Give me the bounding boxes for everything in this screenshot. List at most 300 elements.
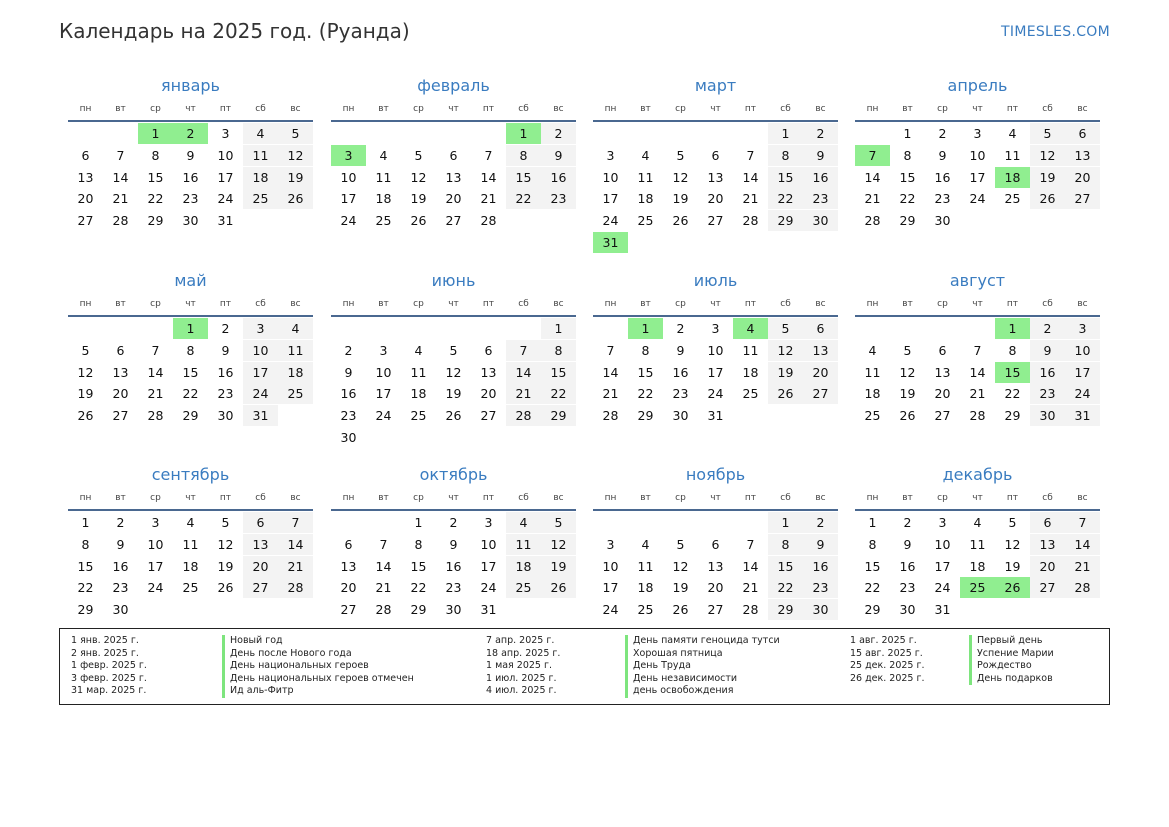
- weekday-label: вс: [815, 104, 826, 114]
- day-cell: 18: [506, 556, 541, 577]
- day-cell: 13: [1065, 145, 1100, 166]
- day-cell: 2: [541, 123, 576, 144]
- day-cell: 4: [973, 515, 982, 530]
- legend-dates-column: [71, 635, 147, 698]
- day-cell: 8: [1008, 342, 1017, 358]
- day-cell: 3: [221, 126, 230, 141]
- day-cell: 22: [147, 191, 164, 207]
- legend-names-column: [222, 635, 414, 698]
- day-cell: 9: [116, 536, 125, 552]
- day-cell: 4: [379, 147, 388, 163]
- day-cell: 9: [221, 342, 230, 358]
- legend-date: 1 июл. 2025 г.: [486, 672, 557, 684]
- day-cell: 11: [243, 145, 278, 166]
- holiday-day-cell: 4: [733, 318, 768, 339]
- day-cell: 5: [1030, 123, 1065, 144]
- day-cell: 9: [344, 364, 353, 380]
- day-cell: 23: [217, 386, 234, 402]
- month-divider: [68, 509, 313, 511]
- weekday-label: чт: [972, 299, 983, 309]
- day-cell: 21: [375, 580, 392, 596]
- day-cell: 23: [803, 188, 838, 209]
- day-cell: 18: [278, 362, 313, 383]
- day-cell: 2: [903, 515, 912, 530]
- day-cell: 9: [903, 536, 912, 552]
- legend-holiday-name: День после Нового года: [222, 648, 414, 661]
- day-cell: 14: [480, 169, 497, 185]
- day-cell: 4: [868, 342, 877, 358]
- day-cell: 18: [969, 558, 986, 574]
- weekday-label: вс: [553, 104, 564, 114]
- weekday-label: ср: [937, 493, 948, 503]
- day-cell: 22: [899, 191, 916, 207]
- day-cell: 22: [541, 383, 576, 404]
- day-cell: 22: [506, 188, 541, 209]
- day-cell: 4: [243, 123, 278, 144]
- legend-holiday-name: День национальных героев: [222, 660, 414, 673]
- day-cell: 15: [899, 169, 916, 185]
- weekday-label: сб: [518, 493, 529, 503]
- month-name: ноябрь: [685, 465, 746, 484]
- day-cell: 1: [768, 123, 803, 144]
- day-cell: 25: [243, 188, 278, 209]
- day-cell: 23: [934, 191, 951, 207]
- month-divider: [331, 120, 576, 122]
- day-cell: 2: [803, 512, 838, 533]
- day-cell: 14: [375, 558, 392, 574]
- legend-date: 18 апр. 2025 г.: [486, 647, 561, 659]
- holiday-day-cell: 26: [995, 577, 1030, 598]
- day-cell: 8: [81, 536, 90, 552]
- day-cell: 7: [484, 147, 493, 163]
- day-cell: 13: [480, 364, 497, 380]
- day-cell: 19: [899, 386, 916, 402]
- day-cell: 24: [375, 408, 392, 424]
- day-cell: 13: [243, 534, 278, 555]
- day-cell: 8: [641, 342, 650, 358]
- day-cell: 17: [340, 191, 357, 207]
- day-cell: 15: [637, 364, 654, 380]
- holiday-day-cell: 1: [173, 318, 208, 339]
- day-cell: 10: [340, 169, 357, 185]
- day-cell: 13: [445, 169, 462, 185]
- day-cell: 26: [445, 408, 462, 424]
- day-cell: 10: [969, 147, 986, 163]
- weekday-label: пт: [219, 299, 232, 309]
- weekday-label: вс: [1077, 299, 1088, 309]
- day-cell: 5: [676, 536, 685, 552]
- day-cell: 7: [151, 342, 160, 358]
- day-cell: 17: [969, 169, 986, 185]
- day-cell: 5: [1008, 515, 1017, 530]
- day-cell: 29: [864, 602, 881, 618]
- day-cell: 5: [449, 342, 458, 358]
- day-cell: 27: [934, 408, 951, 424]
- month-name: октябрь: [419, 465, 488, 484]
- day-cell: 24: [1065, 383, 1100, 404]
- day-cell: 19: [278, 167, 313, 188]
- weekday-label: ср: [675, 104, 686, 114]
- day-cell: 3: [606, 147, 615, 163]
- day-cell: 7: [116, 147, 125, 163]
- day-cell: 28: [742, 213, 759, 229]
- day-cell: 18: [243, 167, 278, 188]
- month-divider: [593, 509, 838, 511]
- day-cell: 27: [1030, 577, 1065, 598]
- weekday-label: вт: [640, 493, 651, 503]
- day-cell: 24: [969, 191, 986, 207]
- day-cell: 11: [969, 536, 986, 552]
- day-cell: 17: [480, 558, 497, 574]
- day-cell: 14: [112, 169, 129, 185]
- day-cell: 14: [602, 364, 619, 380]
- day-cell: 8: [868, 536, 877, 552]
- day-cell: 28: [1065, 577, 1100, 598]
- legend-date: 25 дек. 2025 г.: [850, 660, 925, 671]
- month-name: июль: [693, 271, 738, 290]
- month-name: декабрь: [942, 465, 1013, 484]
- day-cell: 25: [375, 213, 392, 229]
- weekday-label: сб: [255, 104, 266, 114]
- day-cell: 19: [77, 386, 94, 402]
- day-cell: 12: [768, 340, 803, 361]
- weekday-label: сб: [780, 104, 791, 114]
- day-cell: 10: [934, 536, 951, 552]
- month-divider: [68, 315, 313, 317]
- day-cell: 25: [410, 408, 427, 424]
- day-cell: 2: [938, 126, 947, 141]
- day-cell: 14: [506, 362, 541, 383]
- day-cell: 20: [934, 386, 951, 402]
- weekday-label: вс: [815, 493, 826, 503]
- day-cell: 5: [541, 512, 576, 533]
- day-cell: 9: [676, 342, 685, 358]
- day-cell: 24: [340, 213, 357, 229]
- day-cell: 2: [1030, 318, 1065, 339]
- day-cell: 9: [449, 536, 458, 552]
- day-cell: 12: [672, 558, 689, 574]
- day-cell: 20: [707, 191, 724, 207]
- holiday-day-cell: 2: [173, 123, 208, 144]
- day-cell: 28: [480, 213, 497, 229]
- weekday-label: вт: [115, 493, 126, 503]
- day-cell: 10: [1065, 340, 1100, 361]
- month-name: апрель: [947, 76, 1008, 95]
- month-name: февраль: [417, 76, 490, 95]
- day-cell: 22: [410, 580, 427, 596]
- day-cell: 20: [243, 556, 278, 577]
- weekday-label: вт: [378, 299, 389, 309]
- weekday-label: ср: [150, 299, 161, 309]
- weekday-label: сб: [1042, 299, 1053, 309]
- weekday-label: пт: [744, 104, 757, 114]
- day-cell: 30: [803, 210, 838, 231]
- legend-holiday-name: Рождество: [969, 660, 1054, 673]
- day-cell: 12: [445, 364, 462, 380]
- weekday-label: пт: [744, 493, 757, 503]
- day-cell: 4: [1008, 126, 1017, 141]
- day-cell: 19: [672, 191, 689, 207]
- day-cell: 15: [77, 558, 94, 574]
- day-cell: 18: [742, 364, 759, 380]
- weekday-label: ср: [413, 104, 424, 114]
- month-name: март: [694, 76, 737, 95]
- day-cell: 16: [672, 364, 689, 380]
- month-name: сентябрь: [151, 465, 230, 484]
- day-cell: 14: [742, 558, 759, 574]
- weekday-label: вт: [115, 299, 126, 309]
- day-cell: 2: [449, 515, 458, 530]
- day-cell: 29: [768, 599, 803, 620]
- legend-dates-column: [486, 635, 560, 698]
- legend-dates-column: [850, 635, 925, 685]
- day-cell: 16: [934, 169, 951, 185]
- day-cell: 5: [414, 147, 423, 163]
- day-cell: 15: [410, 558, 427, 574]
- day-cell: 11: [1004, 147, 1021, 163]
- weekday-label: ср: [675, 493, 686, 503]
- weekday-label: вс: [553, 299, 564, 309]
- day-cell: 4: [278, 318, 313, 339]
- day-cell: 12: [77, 364, 94, 380]
- day-cell: 27: [340, 602, 357, 618]
- day-cell: 1: [903, 126, 912, 141]
- day-cell: 9: [1030, 340, 1065, 361]
- day-cell: 24: [480, 580, 497, 596]
- weekday-label: вт: [640, 104, 651, 114]
- weekday-label: сб: [1042, 493, 1053, 503]
- day-cell: 16: [899, 558, 916, 574]
- day-cell: 8: [903, 147, 912, 163]
- legend-holiday-name: День независимости: [625, 673, 780, 686]
- day-cell: 15: [506, 167, 541, 188]
- day-cell: 6: [484, 342, 493, 358]
- day-cell: 13: [1030, 534, 1065, 555]
- day-cell: 31: [243, 405, 278, 426]
- weekday-label: чт: [972, 104, 983, 114]
- day-cell: 13: [934, 364, 951, 380]
- day-cell: 29: [410, 602, 427, 618]
- day-cell: 21: [147, 386, 164, 402]
- month-name: январь: [161, 76, 220, 95]
- day-cell: 17: [602, 191, 619, 207]
- day-cell: 17: [375, 386, 392, 402]
- day-cell: 28: [506, 405, 541, 426]
- day-cell: 16: [803, 167, 838, 188]
- day-cell: 13: [803, 340, 838, 361]
- brand-link[interactable]: TIMESLES.COM: [1001, 24, 1110, 40]
- weekday-label: вс: [290, 299, 301, 309]
- weekday-label: пн: [79, 104, 92, 114]
- month-name: июнь: [431, 271, 476, 290]
- day-cell: 25: [506, 577, 541, 598]
- day-cell: 10: [602, 169, 619, 185]
- day-cell: 29: [147, 213, 164, 229]
- weekday-label: вс: [553, 493, 564, 503]
- legend-holiday-name: Хорошая пятница: [625, 648, 780, 661]
- day-cell: 7: [746, 147, 755, 163]
- day-cell: 29: [1004, 408, 1021, 424]
- day-cell: 6: [243, 512, 278, 533]
- weekday-label: сб: [518, 299, 529, 309]
- day-cell: 19: [1030, 167, 1065, 188]
- day-cell: 29: [541, 405, 576, 426]
- day-cell: 10: [707, 342, 724, 358]
- month-divider: [68, 120, 313, 122]
- day-cell: 27: [243, 577, 278, 598]
- day-cell: 21: [864, 191, 881, 207]
- day-cell: 30: [934, 213, 951, 229]
- day-cell: 18: [410, 386, 427, 402]
- weekday-label: пт: [744, 299, 757, 309]
- weekday-label: чт: [972, 493, 983, 503]
- day-cell: 10: [243, 340, 278, 361]
- day-cell: 19: [445, 386, 462, 402]
- day-cell: 3: [243, 318, 278, 339]
- day-cell: 26: [672, 602, 689, 618]
- day-cell: 16: [182, 169, 199, 185]
- holiday-day-cell: 31: [593, 232, 628, 253]
- day-cell: 10: [217, 147, 234, 163]
- day-cell: 3: [711, 321, 720, 336]
- day-cell: 2: [221, 321, 230, 336]
- weekday-label: вс: [815, 299, 826, 309]
- day-cell: 10: [375, 364, 392, 380]
- day-cell: 10: [602, 558, 619, 574]
- day-cell: 15: [768, 556, 803, 577]
- day-cell: 25: [637, 213, 654, 229]
- day-cell: 27: [480, 408, 497, 424]
- day-cell: 29: [77, 602, 94, 618]
- day-cell: 16: [1030, 362, 1065, 383]
- weekday-label: сб: [255, 299, 266, 309]
- day-cell: 30: [340, 430, 357, 445]
- day-cell: 15: [182, 364, 199, 380]
- weekday-label: пн: [79, 299, 92, 309]
- day-cell: 26: [278, 188, 313, 209]
- day-cell: 12: [1030, 145, 1065, 166]
- day-cell: 13: [112, 364, 129, 380]
- day-cell: 18: [637, 580, 654, 596]
- day-cell: 10: [480, 536, 497, 552]
- day-cell: 22: [864, 580, 881, 596]
- day-cell: 22: [768, 577, 803, 598]
- day-cell: 21: [969, 386, 986, 402]
- weekday-label: пн: [604, 299, 617, 309]
- day-cell: 12: [541, 534, 576, 555]
- day-cell: 28: [969, 408, 986, 424]
- day-cell: 3: [379, 342, 388, 358]
- weekday-label: пн: [604, 493, 617, 503]
- day-cell: 8: [414, 536, 423, 552]
- holiday-day-cell: 1: [138, 123, 173, 144]
- legend-date: 7 апр. 2025 г.: [486, 635, 555, 646]
- day-cell: 2: [676, 321, 685, 336]
- day-cell: 28: [602, 408, 619, 424]
- weekday-label: пн: [342, 104, 355, 114]
- day-cell: 3: [484, 515, 493, 530]
- day-cell: 8: [768, 534, 803, 555]
- day-cell: 27: [112, 408, 129, 424]
- day-cell: 23: [899, 580, 916, 596]
- day-cell: 31: [217, 213, 234, 229]
- day-cell: 15: [768, 167, 803, 188]
- weekday-label: пт: [482, 493, 495, 503]
- day-cell: 26: [672, 213, 689, 229]
- day-cell: 29: [637, 408, 654, 424]
- day-cell: 14: [278, 534, 313, 555]
- legend-date: 15 авг. 2025 г.: [850, 647, 923, 659]
- weekday-label: вс: [290, 104, 301, 114]
- day-cell: 12: [217, 536, 234, 552]
- day-cell: 27: [707, 602, 724, 618]
- day-cell: 31: [480, 602, 497, 618]
- holiday-day-cell: 1: [506, 123, 541, 144]
- day-cell: 6: [81, 147, 90, 163]
- day-cell: 7: [379, 536, 388, 552]
- day-cell: 1: [541, 318, 576, 339]
- day-cell: 18: [182, 558, 199, 574]
- weekday-label: ср: [937, 104, 948, 114]
- day-cell: 21: [1065, 556, 1100, 577]
- day-cell: 24: [217, 191, 234, 207]
- legend-date: 26 дек. 2025 г.: [850, 672, 925, 684]
- day-cell: 17: [217, 169, 234, 185]
- month-divider: [593, 120, 838, 122]
- day-cell: 6: [344, 536, 353, 552]
- day-cell: 30: [217, 408, 234, 424]
- day-cell: 16: [112, 558, 129, 574]
- legend-holiday-name: Ид аль-Фитр: [222, 685, 414, 698]
- weekday-label: сб: [780, 299, 791, 309]
- day-cell: 17: [1065, 362, 1100, 383]
- weekday-label: сб: [1042, 104, 1053, 114]
- month-divider: [331, 509, 576, 511]
- day-cell: 7: [1065, 512, 1100, 533]
- day-cell: 13: [707, 558, 724, 574]
- day-cell: 12: [1004, 536, 1021, 552]
- day-cell: 26: [768, 383, 803, 404]
- weekday-label: ср: [937, 299, 948, 309]
- holiday-day-cell: 18: [995, 167, 1030, 188]
- day-cell: 16: [217, 364, 234, 380]
- day-cell: 17: [707, 364, 724, 380]
- day-cell: 26: [899, 408, 916, 424]
- day-cell: 25: [1004, 191, 1021, 207]
- day-cell: 5: [278, 123, 313, 144]
- day-cell: 30: [182, 213, 199, 229]
- day-cell: 20: [340, 580, 357, 596]
- day-cell: 7: [506, 340, 541, 361]
- legend-date: 1 янв. 2025 г.: [71, 635, 139, 646]
- day-cell: 28: [742, 602, 759, 618]
- day-cell: 9: [938, 147, 947, 163]
- day-cell: 28: [375, 602, 392, 618]
- day-cell: 19: [1004, 558, 1021, 574]
- legend-date: 1 февр. 2025 г.: [71, 660, 147, 671]
- day-cell: 22: [1004, 386, 1021, 402]
- holiday-day-cell: 1: [995, 318, 1030, 339]
- weekday-label: вт: [902, 299, 913, 309]
- day-cell: 19: [768, 362, 803, 383]
- holiday-legend: [59, 628, 1110, 705]
- day-cell: 20: [480, 386, 497, 402]
- day-cell: 16: [340, 386, 357, 402]
- day-cell: 13: [340, 558, 357, 574]
- day-cell: 23: [541, 188, 576, 209]
- day-cell: 28: [112, 213, 129, 229]
- legend-names-column: [969, 635, 1054, 685]
